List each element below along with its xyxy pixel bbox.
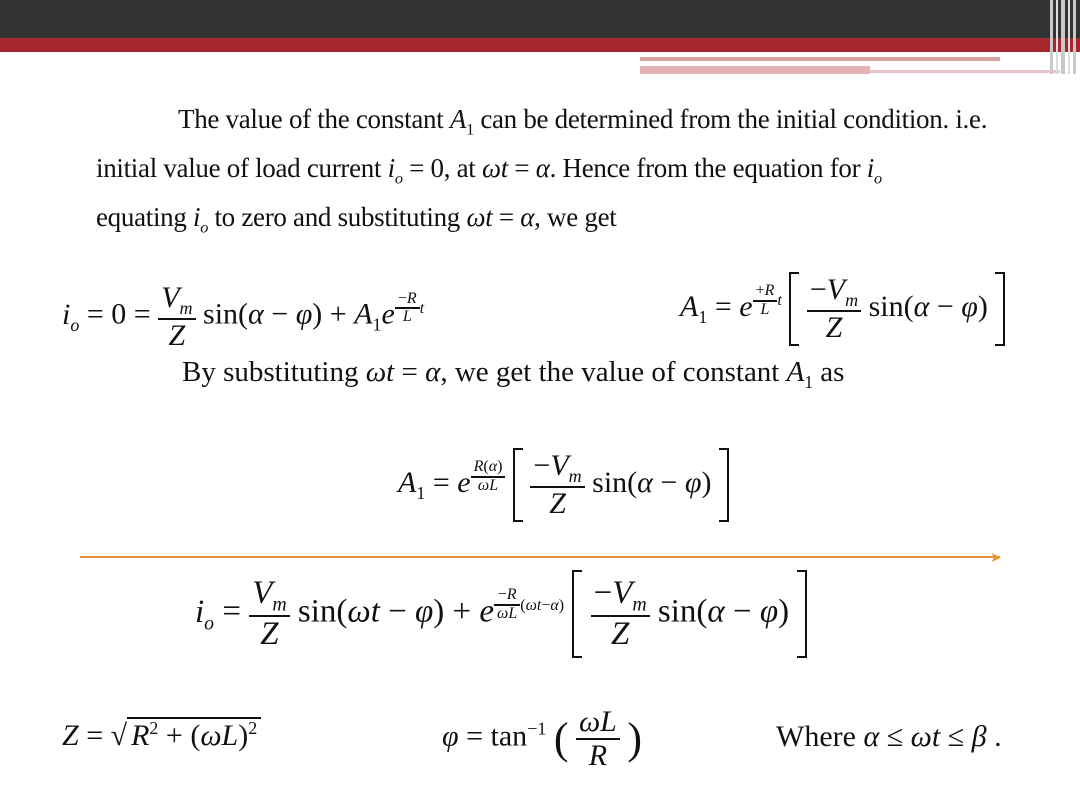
para-line2-mid2: . Hence from the equation for [549, 153, 861, 183]
para-line2-mid1: , at [443, 153, 476, 183]
intro-paragraph: The value of the constant $A_1$ can be determined from the initial condition. i.e. [178, 104, 988, 139]
substitution-end: as [820, 356, 845, 388]
header-accent-line [640, 66, 870, 74]
equation-impedance: Z = √ $R^2 + (\omega L)^2$ [62, 718, 261, 753]
equation-a1-initial: $A_1 = e$ $^{\frac{+R}{L} t}$ $\frac{-V_m}{Z}$ sin(α − φ) [680, 272, 1005, 346]
para-line3-suffix: , we get [534, 202, 617, 232]
header-accent-line [640, 57, 1000, 61]
equation-io-final: $i_o$ = $\frac{V_m}{Z}$ sin(ωt − φ) + e $^{\frac{-R}{\omega L} (\omega t-\alpha)}$ $\frac{-V_m}{Z}$ sin(α − φ) [195, 570, 807, 658]
header-accent-line [870, 70, 1060, 73]
intro-paragraph-line3: equating $i_o$ to zero and substituting ωt = α, we get [96, 202, 617, 237]
substitution-prefix: By substituting [182, 356, 359, 388]
substitution-sentence: By substituting ωt = α, we get the value of constant $A_1$ as [182, 356, 845, 392]
substitution-suffix: , we get the value of constant [440, 356, 780, 388]
header-stripes [1048, 0, 1080, 74]
equation-phase-angle: $\varphi = \tan^{-1}$ ( $\frac{\omega L}{R}$ ) [442, 705, 643, 772]
header-dark-bar [0, 0, 1080, 38]
para-line3-mid: to zero and substituting [214, 202, 461, 232]
equation-a1-alpha: $A_1 = e$ $^{\frac{R(\alpha)}{\omega L}}$ $\frac{-V_m}{Z}$ sin(α − φ) [398, 448, 729, 522]
equation-io-zero: $i_o = 0$ = $\frac{V_m}{Z}$ $\sin(\alpha - \varphi) + A_1e$ $^{\frac{-R}{L} t}$ [62, 281, 425, 352]
para-line3-prefix: equating [96, 202, 187, 232]
para-line1-suffix: can be determined from the initial condition. i.e. [480, 104, 988, 134]
equation-range: Where α ≤ ωt ≤ β . [776, 720, 1002, 753]
para-line1-prefix: The value of the constant [178, 104, 444, 134]
intro-paragraph-line2: initial value of load current $i_o = 0$, at ωt = α. Hence from the equation for $i_o$ [96, 153, 882, 188]
result-arrow-head-icon: ➤ [990, 551, 1002, 566]
header-red-bar [0, 38, 1080, 52]
result-arrow-line [80, 556, 1000, 558]
para-line2-prefix: initial value of load current [96, 153, 382, 183]
